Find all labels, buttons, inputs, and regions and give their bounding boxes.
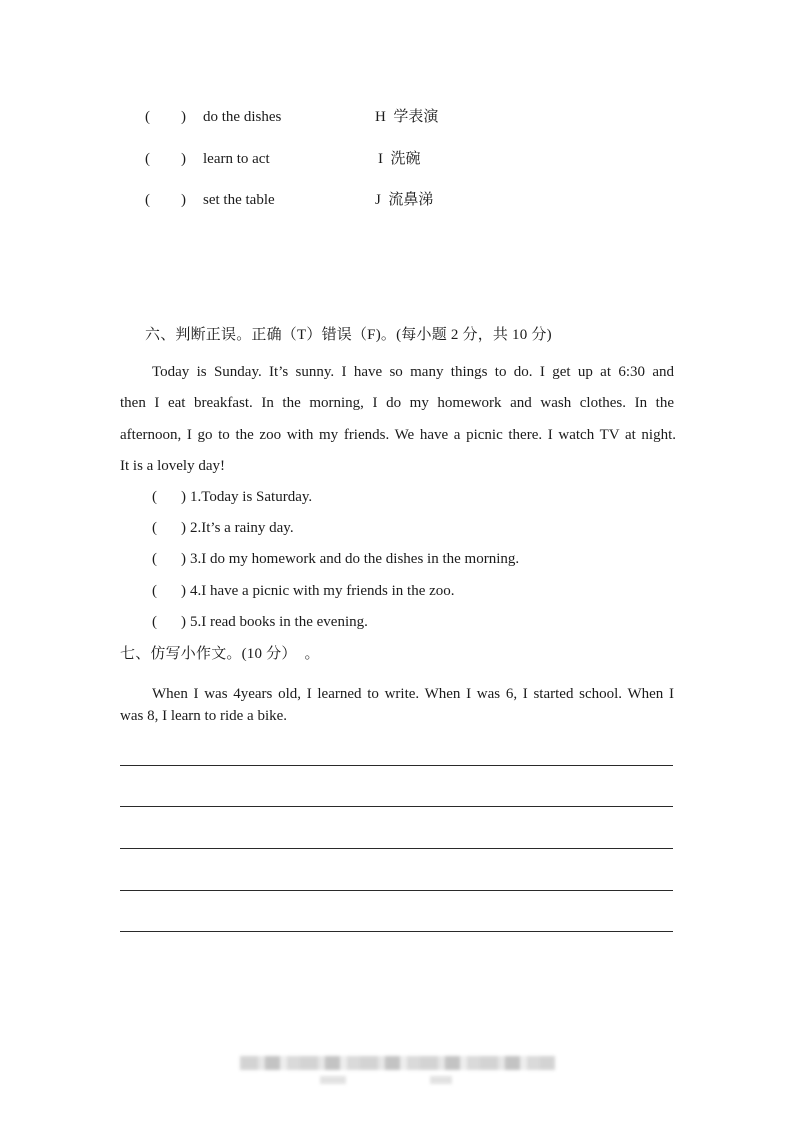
passage-line: then I eat breakfast. In the morning, I do my homework and wash clothes. In the xyxy=(120,395,674,411)
question-text: 5.I read books in the evening. xyxy=(190,614,368,630)
answer-bracket-open: ( xyxy=(152,489,157,505)
blurred-footer-fragment xyxy=(430,1076,452,1084)
answer-bracket-open: ( xyxy=(152,520,157,536)
writing-line[interactable] xyxy=(120,765,673,766)
writing-line[interactable] xyxy=(120,806,673,807)
blurred-footer-bar xyxy=(240,1056,555,1070)
passage-line: afternoon, I go to the zoo with my friends. We have a picnic there. I watch TV at night. xyxy=(120,427,676,443)
answer-bracket-close: ) xyxy=(181,583,186,599)
answer-bracket-open: ( xyxy=(145,151,150,167)
matching-chinese-option: I 洗碗 xyxy=(378,151,421,167)
answer-bracket-open: ( xyxy=(152,583,157,599)
question-text: 4.I have a picnic with my friends in the zoo. xyxy=(190,583,455,599)
matching-english-phrase: do the dishes xyxy=(203,109,282,125)
blurred-footer-fragment xyxy=(320,1076,346,1084)
passage-line: Today is Sunday. It’s sunny. I have so many things to do. I get up at 6:30 and xyxy=(152,364,674,380)
question-text: 3.I do my homework and do the dishes in the morning. xyxy=(190,551,520,567)
matching-english-phrase: set the table xyxy=(203,192,275,208)
answer-bracket-close: ) xyxy=(181,614,186,630)
answer-bracket-open: ( xyxy=(145,192,150,208)
answer-bracket-close: ) xyxy=(181,192,186,208)
answer-bracket-close: ) xyxy=(181,489,186,505)
section-6-heading: 六、判断正误。正确（T）错误（F)。(每小题 2 分，共 10 分) xyxy=(145,327,552,343)
writing-line[interactable] xyxy=(120,848,673,849)
answer-bracket-close: ) xyxy=(181,151,186,167)
writing-line[interactable] xyxy=(120,931,673,932)
prompt-line: When I was 4years old, I learned to write. When I was 6, I started school. When I xyxy=(152,686,674,702)
question-text: 2.It’s a rainy day. xyxy=(190,520,294,536)
passage-line: It is a lovely day! xyxy=(120,458,225,474)
question-text: 1.Today is Saturday. xyxy=(190,489,313,505)
answer-bracket-open: ( xyxy=(145,109,150,125)
matching-english-phrase: learn to act xyxy=(203,151,270,167)
section-7-heading: 七、仿写小作文。(10 分） 。 xyxy=(120,646,320,662)
answer-bracket-close: ) xyxy=(181,520,186,536)
answer-bracket-close: ) xyxy=(181,109,186,125)
prompt-line: was 8, I learn to ride a bike. xyxy=(120,708,288,724)
matching-chinese-option: J 流鼻涕 xyxy=(375,192,434,208)
answer-bracket-open: ( xyxy=(152,551,157,567)
answer-bracket-open: ( xyxy=(152,614,157,630)
writing-line[interactable] xyxy=(120,890,673,891)
matching-chinese-option: H 学表演 xyxy=(375,109,439,125)
answer-bracket-close: ) xyxy=(181,551,186,567)
